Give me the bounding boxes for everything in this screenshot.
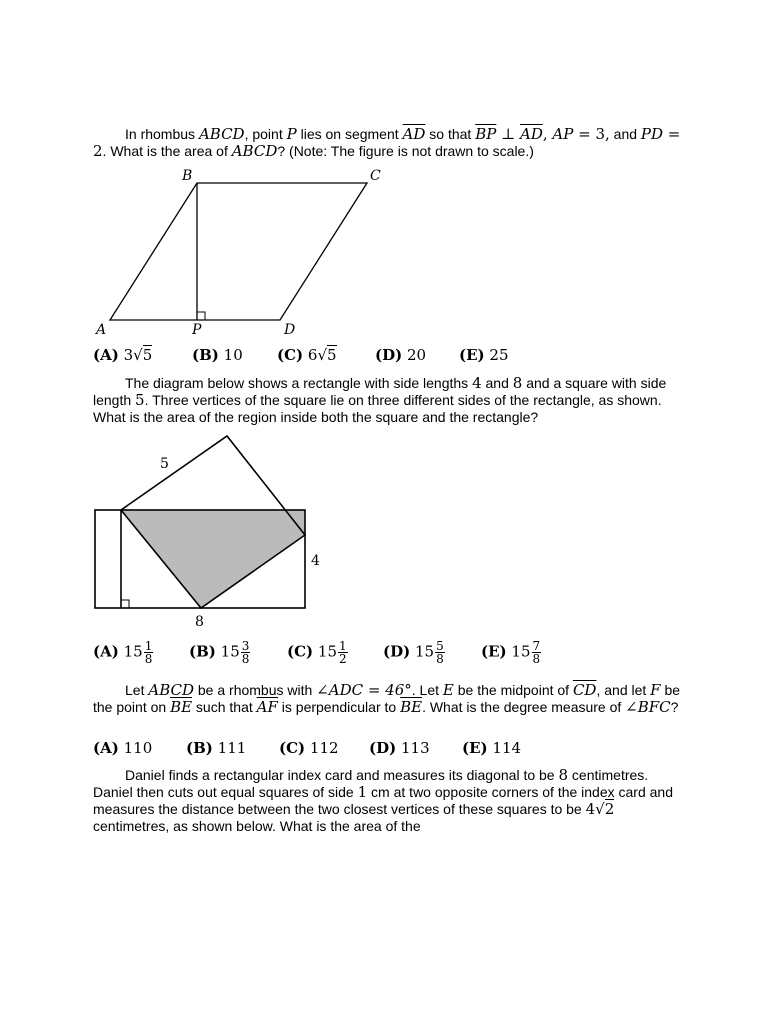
choice-e: (E) 114 [462, 739, 522, 757]
label-b: B [182, 168, 193, 184]
right-angle-marker [121, 600, 129, 608]
text-span: Daniel finds a rectangular index card and measures its diagonal to be [125, 767, 559, 783]
math-segment-ad: $\overline{AD}$ [520, 125, 543, 143]
math-segment-bp: $\overline{BP}$ [475, 125, 497, 143]
math-4: 4 [472, 374, 482, 392]
math-comma: , [542, 125, 553, 143]
rhombus-outline [110, 183, 367, 320]
rhombus-figure [90, 164, 400, 344]
fraction: $\frac{3}{8}$ [241, 639, 250, 666]
fraction: $\frac{1}{2}$ [339, 639, 347, 666]
fraction: $\frac{7}{8}$ [532, 639, 541, 666]
math-angle-bfc: ∠BFC [625, 698, 671, 716]
math-angle-adc: ∠ADC = 46° [316, 681, 412, 699]
math-segment-be: $\overline{BE}$ [170, 698, 193, 716]
problem-3-text [93, 682, 683, 716]
choice-c: (C) 6√5 [277, 346, 337, 364]
label-d: D [284, 322, 296, 338]
choice-c: (C) 15 $\frac{1}{2}$ [287, 639, 347, 666]
text-span: and a square with side length [93, 375, 667, 408]
text-span: . Let [411, 682, 443, 698]
text-span: and [609, 126, 641, 142]
math-p: P [286, 125, 297, 143]
fraction: $\frac{1}{8}$ [144, 639, 153, 666]
sqrt-symbol: √ [595, 800, 605, 818]
text-span: is perpendicular to [277, 699, 401, 715]
right-angle-marker [197, 312, 205, 320]
text-span: ? (Note: The figure is not drawn to scale.) [277, 143, 534, 159]
choice-a: (A) 15 $\frac{1}{8}$ [93, 639, 153, 666]
choice-d: (D) 15 $\frac{5}{8}$ [383, 639, 444, 666]
math-eq-3: = 3, [573, 125, 610, 143]
text-span: ? [670, 699, 679, 715]
choice-d: (D) 20 [375, 346, 427, 364]
math-abcd: ABCD [198, 125, 245, 143]
choice-b: (B) 10 [192, 346, 243, 364]
math-pd: PD [640, 125, 664, 143]
choice-a: (A) 3√5 [93, 346, 153, 364]
choice-b: (B) 111 [186, 739, 247, 757]
text-span: , and let [596, 682, 651, 698]
math-segment-be: $\overline{BE}$ [400, 698, 423, 716]
label-square-side: 5 [160, 456, 169, 472]
problem-1-text [93, 126, 683, 160]
text-span: centimetres, as shown below. What is the area of the [93, 818, 421, 834]
label-p: P [192, 322, 202, 338]
text-span: The diagram below shows a rectangle with side lengths [125, 375, 473, 391]
text-span: be the point on [93, 682, 681, 715]
text-span: In rhombus [125, 126, 199, 142]
choice-c: (C) 112 [279, 739, 339, 757]
square-rectangle-figure [90, 430, 340, 630]
text-span: so that [425, 126, 476, 142]
math-e: E [442, 681, 454, 699]
text-span: such that [192, 699, 257, 715]
shaded-overlap-region [121, 510, 305, 608]
math-abcd: ABCD [231, 142, 278, 160]
text-span: be the midpoint of [453, 682, 573, 698]
math-perp: ⊥ [496, 125, 520, 143]
text-span: be a rhombus with [194, 682, 317, 698]
choice-e: (E) 25 [459, 346, 509, 364]
text-span: . Three vertices of the square lie on three different sides of the rectangle, as shown. What is the area of the region inside both the square and the rectangle? [93, 392, 662, 425]
label-rect-width: 8 [195, 614, 204, 630]
text-span: . What is the area of [102, 143, 232, 159]
choice-b: (B) 15 $\frac{3}{8}$ [189, 639, 250, 666]
math-ap: AP [552, 125, 574, 143]
math-segment-cd: $\overline{CD}$ [572, 681, 597, 699]
label-a: A [96, 322, 107, 338]
math-8: 8 [512, 374, 523, 392]
text-span: cm at two opposite corners of the index card and measures the distance between the two closest vertices of these squares to be [93, 784, 674, 817]
choice-a: (A) 110 [93, 739, 153, 757]
label-rect-height: 4 [311, 553, 320, 569]
text-span: centimetres. Daniel then cuts out equal squares of side [93, 767, 649, 800]
math-abcd: ABCD [148, 681, 194, 699]
choice-d: (D) 113 [369, 739, 430, 757]
label-c: C [370, 168, 381, 184]
math-eq-2: = 2 [93, 125, 681, 160]
text-span: and [481, 375, 513, 391]
text-span: Let [125, 682, 149, 698]
math-segment-ad: $\overline{AD}$ [402, 125, 426, 143]
math-segment-af: $\overline{AF}$ [256, 698, 278, 716]
math-1: 1 [357, 783, 368, 801]
text-span: . What is the degree measure of [422, 699, 626, 715]
math-8: 8 [558, 766, 569, 784]
math-4: 4 [585, 800, 596, 818]
text-span: lies on segment [296, 126, 403, 142]
text-span: , point [244, 126, 287, 142]
math-5: 5 [135, 391, 145, 409]
math-radicand-2: 2 [604, 800, 615, 818]
choice-e: (E) 15 $\frac{7}{8}$ [481, 639, 541, 666]
problem-4-text [93, 767, 683, 835]
problem-2-text [93, 375, 683, 426]
math-f: F [650, 681, 661, 699]
fraction: $\frac{5}{8}$ [436, 639, 444, 666]
